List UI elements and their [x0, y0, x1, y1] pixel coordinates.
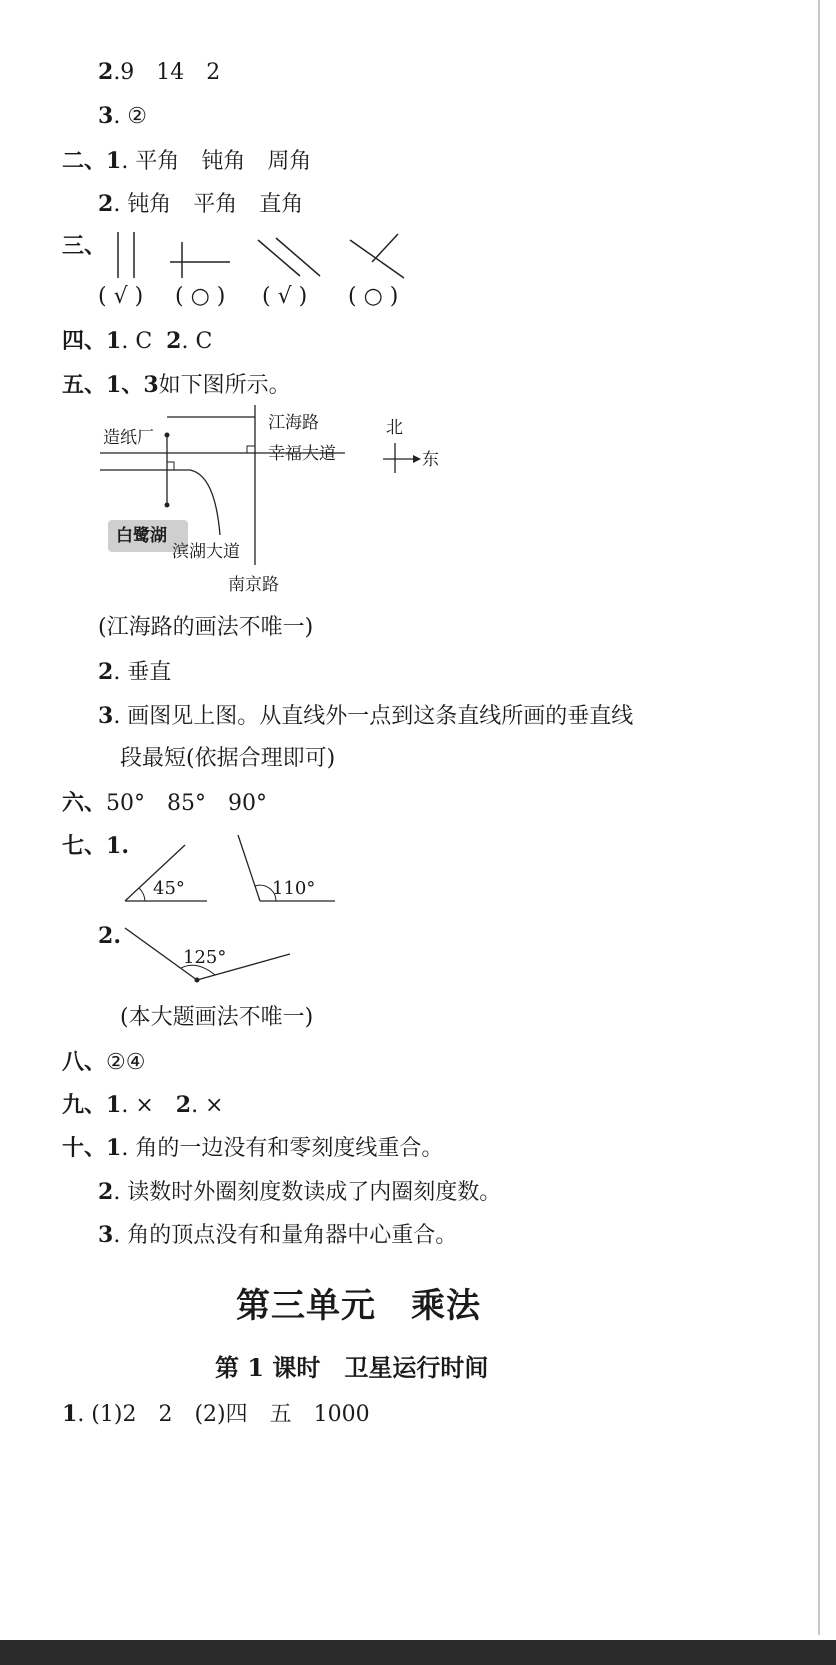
section-5-item-2	[98, 658, 171, 687]
item-dot: .	[121, 833, 129, 859]
section-10-line-3	[98, 1221, 457, 1250]
angle-label-125: 125°	[183, 947, 227, 968]
item-number: 2	[98, 1179, 114, 1205]
section-label: 四、	[62, 328, 107, 354]
item-number: 3	[143, 372, 159, 398]
answer-text: . (1)2 2 (2)四 五 1000	[77, 1402, 370, 1427]
angle-figures-1	[115, 825, 355, 910]
section-label: 六、	[62, 790, 107, 816]
item-number: 1	[106, 1135, 122, 1161]
right-angle-mark	[167, 462, 174, 470]
mark-2: ( ○ )	[175, 284, 226, 309]
intersect-line-a	[350, 240, 404, 278]
item-number: 2	[98, 59, 114, 85]
item-number: 2	[98, 191, 114, 217]
answer-text: . 角的顶点没有和量角器中心重合。	[113, 1223, 458, 1248]
compass-arrow-icon	[413, 455, 421, 463]
item-number: 1	[62, 1401, 78, 1427]
label-jianghai: 江海路	[268, 413, 319, 433]
section-2-line-1	[62, 147, 311, 176]
label-zaozhichang: 造纸厂	[103, 428, 154, 448]
section-label: 七、	[62, 833, 107, 859]
section-label: 九、	[62, 1092, 107, 1118]
answer-text: . 平角 钝角 周角	[121, 149, 312, 174]
answer-text: . 画图见上图。从直线外一点到这条直线所画的垂直线	[113, 704, 634, 729]
section-4-line	[62, 327, 212, 356]
intersect-line-b	[372, 234, 398, 262]
section-2-line-2	[98, 190, 303, 219]
answer-line-2	[98, 58, 220, 87]
item-number: 1	[106, 1092, 122, 1118]
answer-text: . ②	[113, 104, 148, 129]
page-edge-bottom	[0, 1640, 836, 1665]
answer-text: . C	[121, 329, 153, 354]
mark-3: ( √ )	[262, 284, 308, 309]
lake-point	[165, 503, 170, 508]
section-label: 三、	[62, 233, 107, 259]
separator: 、	[121, 372, 144, 398]
angle-label-45: 45°	[153, 878, 185, 899]
answer-text: . 钝角 平角 直角	[113, 192, 304, 217]
page-edge-right	[818, 0, 820, 1635]
section-label: 八、	[62, 1049, 107, 1075]
section-10-line-2	[98, 1178, 501, 1207]
item-dot: .	[113, 923, 121, 949]
factory-point	[165, 433, 170, 438]
item-number: 1	[106, 372, 122, 398]
item-number: 3	[98, 1222, 114, 1248]
answer-line-3	[98, 102, 147, 131]
answer-text: 如下图所示。	[158, 373, 291, 398]
item-number: 1	[106, 328, 122, 354]
parallel-slant-b	[276, 238, 320, 276]
item-number: 3	[98, 103, 114, 129]
answer-text: . ×	[191, 1093, 224, 1118]
section-9-line	[62, 1091, 223, 1120]
item-number: 1	[106, 148, 122, 174]
answer-text: .9 14 2	[113, 60, 221, 85]
label-xingfu: 幸福大道	[268, 444, 336, 464]
answer-text: . ×	[121, 1093, 176, 1118]
section-label: 二、	[62, 148, 107, 174]
lesson-answer-1	[62, 1400, 370, 1429]
mark-4: ( ○ )	[348, 284, 399, 309]
label-north: 北	[386, 418, 403, 438]
label-bailuhu: 白鹭湖	[116, 526, 167, 546]
answer-text: . 垂直	[113, 660, 172, 685]
answer-text: . 读数时外圈刻度数读成了内圈刻度数。	[113, 1180, 502, 1205]
parallel-slant-a	[258, 240, 300, 276]
angle-label-110: 110°	[272, 878, 316, 899]
item-number: 2	[98, 923, 114, 949]
item-number: 2	[175, 1092, 192, 1118]
answer-text: ②④	[106, 1050, 146, 1075]
section-10-line-1	[62, 1134, 443, 1163]
lesson-heading: 第 1 课时 卫星运行时间	[215, 1353, 489, 1382]
right-angle-mark-2	[247, 446, 255, 453]
label-east: 东	[422, 450, 439, 470]
section-7-note: (本大题画法不唯一)	[120, 1005, 314, 1030]
unit-heading: 第三单元 乘法	[236, 1286, 481, 1326]
mark-1: ( √ )	[98, 284, 144, 309]
line-pairs-figure	[100, 228, 420, 283]
note-jianghai: (江海路的画法不唯一)	[98, 615, 314, 640]
section-label: 五、	[62, 372, 107, 398]
section-5-line	[62, 371, 291, 400]
label-binhu: 滨湖大道	[172, 542, 240, 562]
section-5-item-3	[98, 702, 633, 731]
item-number: 2	[98, 659, 114, 685]
angle125-vertex	[195, 978, 200, 983]
item-number: 3	[98, 703, 114, 729]
label-nanjing: 南京路	[228, 575, 279, 595]
answer-text: . C	[181, 329, 213, 354]
item-number: 2	[166, 328, 182, 354]
section-label: 十、	[62, 1135, 107, 1161]
answer-text: . 角的一边没有和零刻度线重合。	[121, 1136, 444, 1161]
section-5-item-3-cont: 段最短(依据合理即可)	[120, 746, 336, 771]
section-6-line	[62, 789, 267, 818]
angle45-arc	[139, 888, 145, 901]
section-8-line	[62, 1048, 145, 1077]
answer-text: 50° 85° 90°	[106, 791, 267, 816]
item-number: 1	[106, 833, 122, 859]
angle110-arm	[238, 835, 260, 901]
